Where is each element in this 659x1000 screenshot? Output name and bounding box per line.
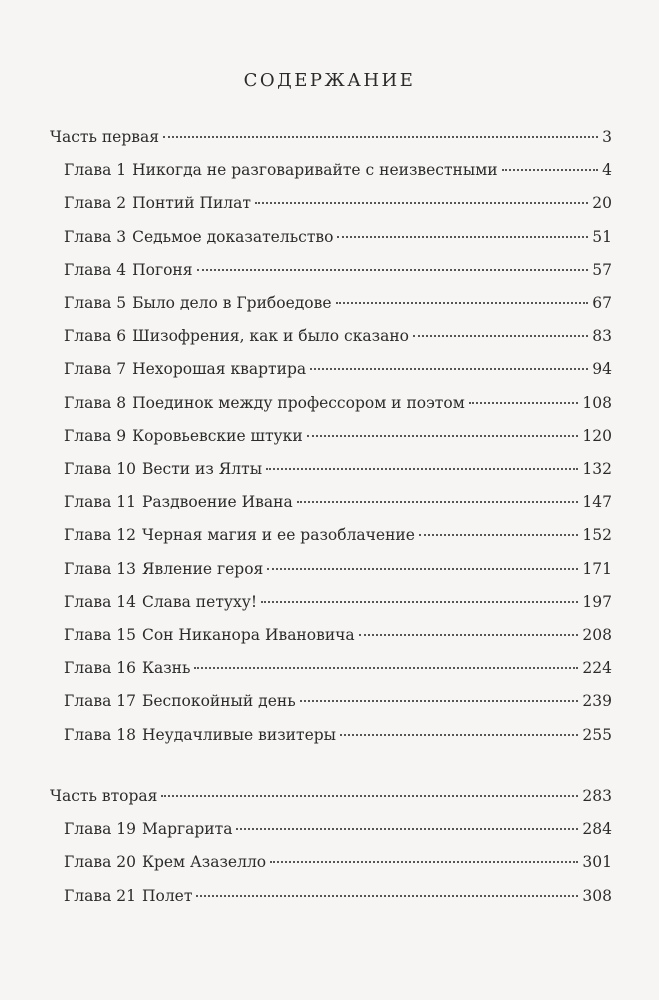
page-number: 147 <box>582 493 612 512</box>
page-title: СОДЕРЖАНИЕ <box>243 70 416 91</box>
chapter-title: Крем Азазелло <box>141 853 267 872</box>
dot-leader <box>236 828 578 830</box>
toc-chapter-entry <box>64 427 612 453</box>
chapter-title: Понтий Пилат <box>132 194 251 213</box>
toc-chapter-entry <box>64 560 612 586</box>
chapter-title: Вести из Ялты <box>141 460 263 478</box>
page-number: 308 <box>582 886 612 905</box>
chapter-number: Глава 20 <box>64 853 136 872</box>
chapter-number: Глава 7 <box>64 360 127 379</box>
chapter-label <box>64 593 257 611</box>
chapter-label <box>64 820 232 838</box>
chapter-title: Маргарита <box>141 820 233 839</box>
chapter-number: Глава 19 <box>64 820 136 839</box>
dot-leader <box>270 861 578 863</box>
chapter-number: Глава 12 <box>64 526 136 545</box>
toc-chapter-entry <box>64 726 612 752</box>
chapter-label <box>64 659 190 677</box>
chapter-number: Глава 21 <box>64 886 136 905</box>
toc-chapter-entry <box>64 820 612 846</box>
page-number: 239 <box>582 692 612 711</box>
chapter-label <box>64 327 409 345</box>
part-label: Часть вторая <box>50 787 158 805</box>
chapter-title: Нехорошая квартира <box>132 360 307 379</box>
toc-chapter-entry <box>64 526 612 552</box>
dot-leader <box>194 667 578 669</box>
toc-part-entry <box>50 128 612 154</box>
chapter-number: Глава 11 <box>64 493 136 512</box>
chapter-title: Казнь <box>141 659 191 678</box>
chapter-title: Погоня <box>132 260 193 279</box>
toc-chapter-entry <box>64 327 612 353</box>
chapter-label <box>64 460 262 478</box>
toc-chapter-entry <box>64 593 612 619</box>
chapter-number: Глава 17 <box>64 692 136 711</box>
chapter-label <box>64 626 355 644</box>
chapter-number: Глава 1 <box>64 161 127 180</box>
chapter-title: Поединок между профессором и поэтом <box>132 393 465 412</box>
page-number: 197 <box>582 592 612 611</box>
chapter-title: Полет <box>141 886 193 905</box>
chapter-label <box>64 294 332 312</box>
chapter-number: Глава 6 <box>64 327 127 346</box>
dot-leader <box>297 501 579 503</box>
dot-leader <box>261 601 578 603</box>
toc-chapter-entry <box>64 228 612 254</box>
dot-leader <box>469 402 579 404</box>
dot-leader <box>161 795 578 797</box>
chapter-number: Глава 15 <box>64 626 136 644</box>
chapter-number: Глава 10 <box>64 460 136 478</box>
page-number: 283 <box>582 787 612 805</box>
page-number: 132 <box>582 460 612 478</box>
toc-chapter-entry <box>64 360 612 386</box>
toc-chapter-entry <box>64 161 612 187</box>
dot-leader <box>266 468 578 470</box>
page-number: 208 <box>582 626 612 644</box>
chapter-title: Шизофрения, как и было сказано <box>132 327 409 346</box>
chapter-label <box>64 493 293 511</box>
chapter-label <box>64 194 251 212</box>
page-number: 255 <box>582 725 612 744</box>
toc-chapter-entry <box>64 493 612 519</box>
page-number: 3 <box>602 128 612 146</box>
dot-leader <box>163 136 598 138</box>
chapter-title: Беспокойный день <box>141 692 296 711</box>
chapter-number: Глава 16 <box>64 659 136 678</box>
page-number: 152 <box>582 526 612 545</box>
chapter-title: Никогда не разговаривайте с неизвестными <box>132 161 498 180</box>
chapter-title: Раздвоение Ивана <box>141 493 293 512</box>
dot-leader <box>336 302 589 304</box>
toc-chapter-entry <box>64 659 612 685</box>
chapter-title: Явление героя <box>141 559 264 578</box>
toc-chapter-entry <box>64 626 612 652</box>
page-number: 301 <box>582 853 612 872</box>
chapter-label <box>64 560 263 578</box>
chapter-label <box>64 853 266 871</box>
chapter-number: Глава 2 <box>64 194 127 213</box>
chapter-title: Седьмое доказательство <box>132 227 334 246</box>
chapter-number: Глава 3 <box>64 227 127 246</box>
chapter-number: Глава 5 <box>64 294 127 312</box>
toc-chapter-entry <box>64 887 612 913</box>
chapter-number: Глава 18 <box>64 725 136 744</box>
dot-leader <box>267 568 578 570</box>
page-number: 120 <box>582 426 612 445</box>
chapter-title: Неудачливые визитеры <box>141 725 336 744</box>
chapter-number: Глава 14 <box>64 592 136 611</box>
part-label: Часть первая <box>50 128 160 146</box>
dot-leader <box>337 236 588 238</box>
chapter-number: Глава 9 <box>64 426 127 445</box>
page-number: 83 <box>592 327 612 346</box>
page-number: 20 <box>592 194 612 213</box>
chapter-label <box>64 394 465 412</box>
chapter-label <box>64 228 333 246</box>
toc-part-entry <box>50 787 612 813</box>
chapter-title: Коровьевские штуки <box>132 426 303 445</box>
dot-leader <box>413 335 588 337</box>
page-number: 224 <box>582 659 612 678</box>
page-number: 4 <box>602 161 612 180</box>
page-number: 171 <box>582 559 612 578</box>
page-number: 51 <box>592 227 612 246</box>
page-number: 94 <box>592 360 612 379</box>
dot-leader <box>340 734 578 736</box>
dot-leader <box>502 169 599 171</box>
toc-chapter-entry <box>64 692 612 718</box>
toc-chapter-entry <box>64 294 612 320</box>
chapter-label <box>64 261 193 279</box>
chapter-label <box>64 360 306 378</box>
dot-leader <box>310 368 588 370</box>
dot-leader <box>359 634 579 636</box>
chapter-title: Было дело в Грибоедове <box>132 294 332 312</box>
chapter-title: Черная магия и ее разоблачение <box>141 526 415 545</box>
chapter-title: Сон Никанора Ивановича <box>141 626 355 644</box>
dot-leader <box>307 435 579 437</box>
dot-leader <box>419 534 578 536</box>
toc-chapter-entry <box>64 394 612 420</box>
page-number: 57 <box>592 260 612 279</box>
chapter-label <box>64 526 415 544</box>
dot-leader <box>255 202 588 204</box>
page-number: 284 <box>582 820 612 839</box>
chapter-number: Глава 8 <box>64 393 127 412</box>
chapter-label <box>64 726 336 744</box>
toc-chapter-entry <box>64 261 612 287</box>
page-number: 67 <box>592 294 612 312</box>
toc-chapter-entry <box>64 460 612 486</box>
page-number: 108 <box>582 393 612 412</box>
chapter-label <box>64 692 296 710</box>
toc-chapter-entry <box>64 853 612 879</box>
dot-leader <box>300 700 579 702</box>
chapter-label <box>64 887 192 905</box>
chapter-number: Глава 4 <box>64 260 127 279</box>
toc-chapter-entry <box>64 194 612 220</box>
dot-leader <box>197 269 589 271</box>
chapter-number: Глава 13 <box>64 559 136 578</box>
chapter-title: Слава петуху! <box>141 592 258 611</box>
chapter-label <box>64 427 303 445</box>
dot-leader <box>196 895 578 897</box>
chapter-label <box>64 161 498 179</box>
